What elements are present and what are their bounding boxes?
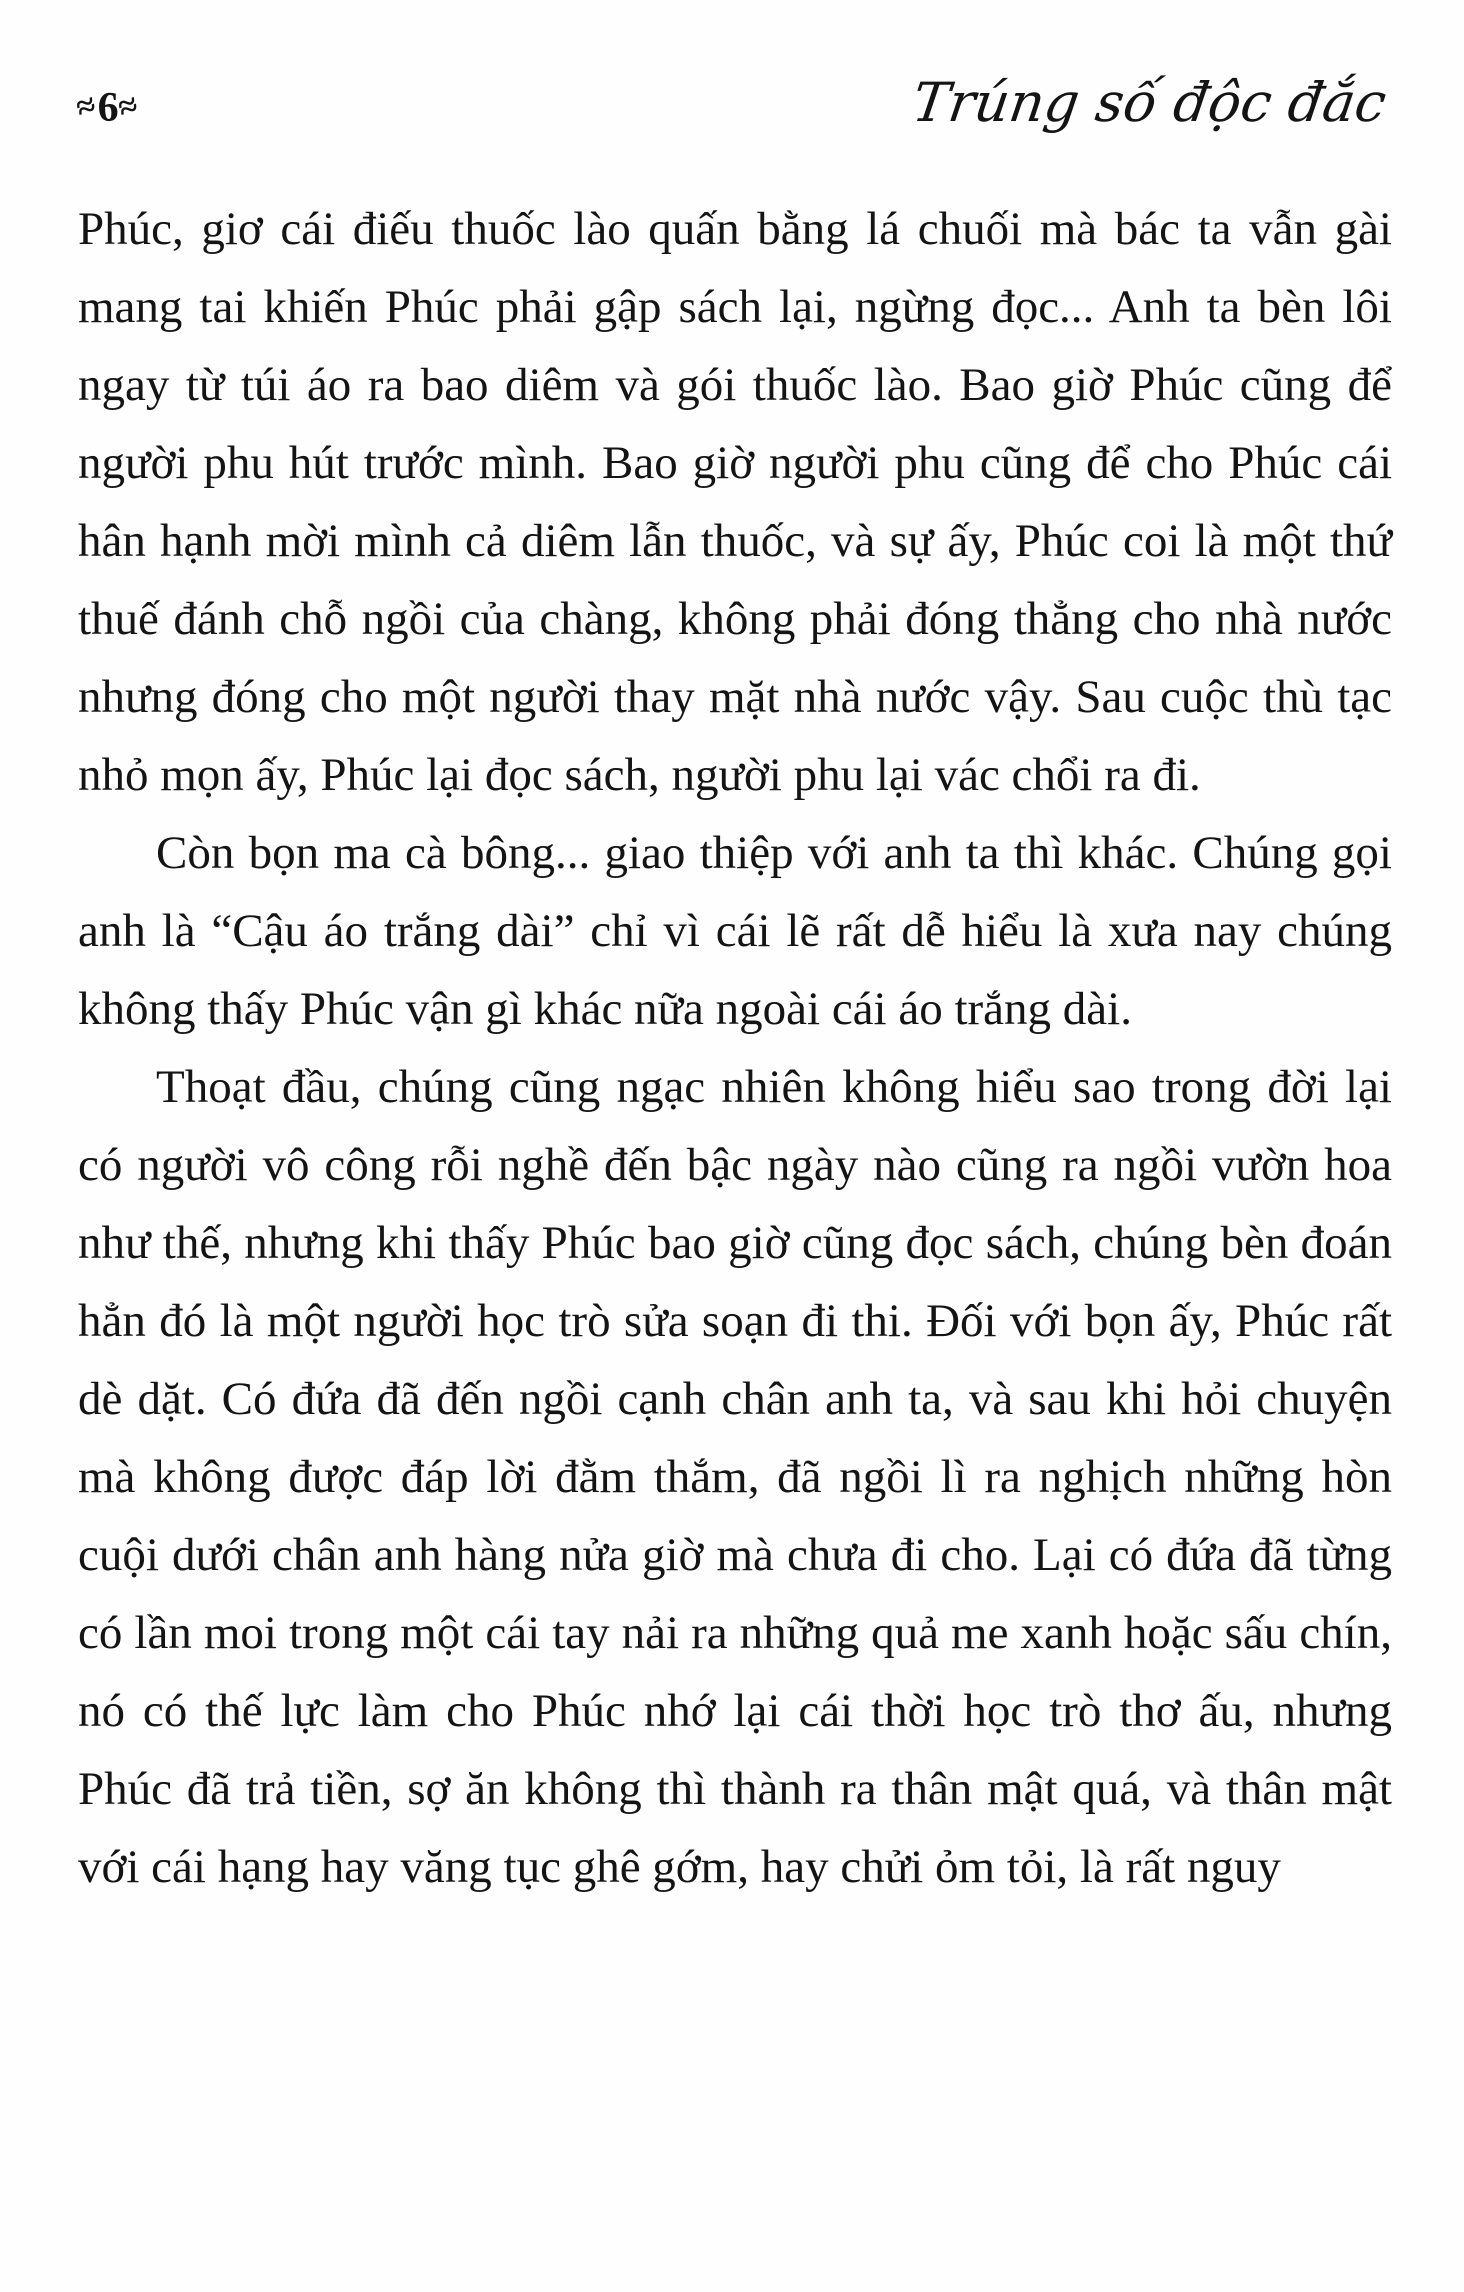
page-number bbox=[71, 84, 144, 132]
page-body bbox=[78, 190, 1392, 1906]
paragraph: Còn bọn ma cà bông... giao thiệp với anh ta thì khác. Chúng gọi anh là “Cậu áo trắng dài” chỉ vì cái lẽ rất dễ hiểu là xưa nay chúng không thấy Phúc vận gì khác nữa ngoài cái áo trắng dài. bbox=[78, 827, 1392, 1035]
running-title: Trúng số độc đắc bbox=[909, 71, 1391, 134]
page-number-ornament-left: ≈ bbox=[71, 86, 102, 128]
page-number-value: 6 bbox=[97, 85, 120, 131]
paragraph: Phúc, giơ cái điếu thuốc lào quấn bằng lá chuối mà bác ta vẫn gài mang tai khiến Phúc phải gập sách lại, ngừng đọc... Anh ta bèn lôi ngay từ túi áo ra bao diêm và gói thuốc lào. Bao giờ Phúc cũng để người phu hút trước mình. Bao giờ người phu cũng để cho Phúc cái hân hạnh mời mình cả diêm lẫn thuốc, và sự ấy, Phúc coi là một thứ thuế đánh chỗ ngồi của chàng, không phải đóng thẳng cho nhà nước nhưng đóng cho một người thay mặt nhà nước vậy. Sau cuộc thù tạc nhỏ mọn ấy, Phúc lại đọc sách, người phu lại vác chổi ra đi. bbox=[78, 203, 1392, 801]
paragraph: Thoạt đầu, chúng cũng ngạc nhiên không hiểu sao trong đời lại có người vô công rỗi nghề đến bậc ngày nào cũng ra ngồi vườn hoa như thế, nhưng khi thấy Phúc bao giờ cũng đọc sách, chúng bèn đoán hẳn đó là một người học trò sửa soạn đi thi. Đối với bọn ấy, Phúc rất dè dặt. Có đứa đã đến ngồi cạnh chân anh ta, và sau khi hỏi chuyện mà không được đáp lời đằm thắm, đã ngồi lì ra nghịch những hòn cuội dưới chân anh hàng nửa giờ mà chưa đi cho. Lại có đứa đã từng có lần moi trong một cái tay nải ra những quả me xanh hoặc sấu chín, nó có thế lực làm cho Phúc nhớ lại cái thời học trò thơ ấu, nhưng Phúc đã trả tiền, sợ ăn không thì thành ra thân mật quá, và thân mật với cái hạng hay văng tục ghê gớm, hay chửi ỏm tỏi, là rất nguy bbox=[78, 1061, 1392, 1893]
page-header bbox=[71, 71, 1392, 134]
page-number-ornament-right: ≈ bbox=[113, 86, 144, 128]
